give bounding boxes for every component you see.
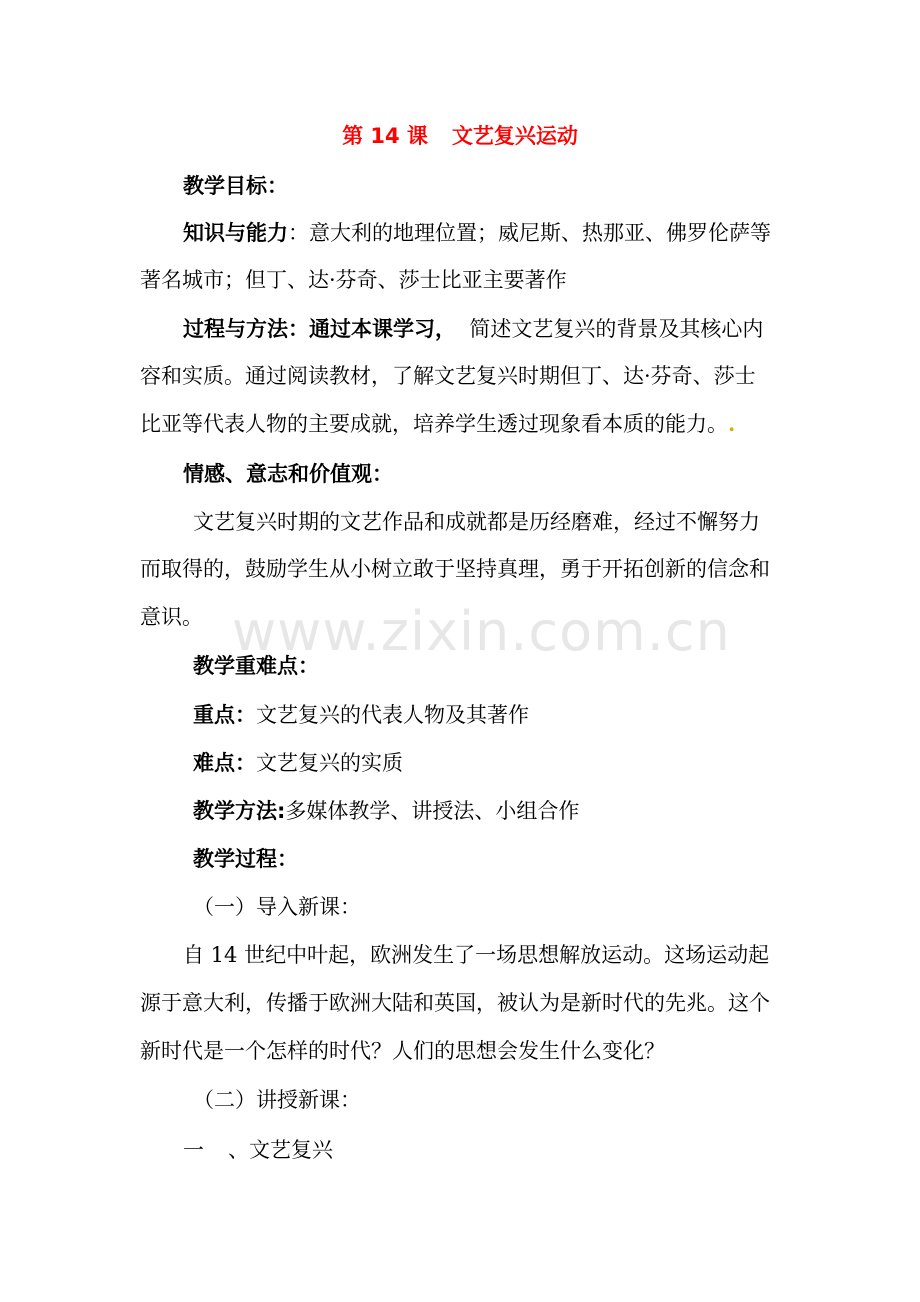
knowledge-line-1 (183, 219, 771, 247)
key-point-label: 重点： (193, 703, 256, 727)
knowledge-line-2: 著名城市；但丁、达·芬奇、莎士比亚主要著作 (140, 268, 567, 292)
section-1-number: 一 (183, 1138, 204, 1162)
watermark: www.zixin.com.cn (232, 600, 731, 663)
process-line-2: 容和实质。通过阅读教材，了解文艺复兴时期但丁、达·芬奇、莎士 (140, 364, 756, 388)
process-heading: 教学过程： (193, 847, 298, 871)
intro-heading: （一）导入新课： (193, 895, 361, 919)
difficult-point-text: 文艺复兴的实质 (256, 751, 403, 775)
lesson-number: 第 14 课 (342, 124, 428, 148)
objectives-heading: 教学目标： (183, 174, 288, 198)
process-line-3 (140, 410, 735, 438)
intro-line-2: 源于意大利，传播于欧洲大陆和英国，被认为是新时代的先兆。这个 (140, 991, 770, 1015)
emotion-line-3: 意识。 (140, 605, 203, 629)
process-text-1: 简述文艺复兴的背景及其核心内 (456, 317, 764, 341)
lesson-name: 文艺复兴运动 (451, 124, 578, 148)
intro-line-3: 新时代是一个怎样的时代？人们的思想会发生什么变化？ (140, 1039, 665, 1063)
method-text: 多媒体教学、讲授法、小组合作 (285, 799, 580, 823)
key-point-line (193, 701, 529, 729)
section-1-title: 、文艺复兴 (228, 1138, 333, 1162)
process-label: 过程与方法：通过本课学习， (183, 317, 456, 341)
difficult-point-label: 难点： (193, 751, 256, 775)
emotion-line-1: 文艺复兴时期的文艺作品和成就都是历经磨难，经过不懈努力 (193, 510, 760, 534)
method-label: 教学方法: (193, 799, 286, 823)
method-line (193, 797, 579, 825)
lesson-title (0, 122, 920, 150)
process-text-3: 比亚等代表人物的主要成就，培养学生透过现象看本质的能力。 (140, 412, 728, 436)
intro-line-1: 自 14 世纪中叶起，欧洲发生了一场思想解放运动。这场运动起 (183, 943, 770, 967)
difficult-point-line (193, 749, 403, 777)
process-mark: . (728, 411, 736, 436)
knowledge-text-1: ：意大利的地理位置；威尼斯、热那亚、佛罗伦萨等 (288, 221, 771, 245)
emotion-heading: 情感、意志和价值观： (183, 462, 393, 486)
process-line-1 (183, 315, 763, 343)
knowledge-label: 知识与能力 (183, 221, 288, 245)
key-point-text: 文艺复兴的代表人物及其著作 (256, 703, 529, 727)
new-lesson-heading: （二）讲授新课： (193, 1088, 361, 1112)
key-difficult-heading: 教学重难点： (193, 654, 319, 678)
emotion-line-2: 而取得的，鼓励学生从小树立敢于坚持真理，勇于开拓创新的信念和 (140, 557, 770, 581)
